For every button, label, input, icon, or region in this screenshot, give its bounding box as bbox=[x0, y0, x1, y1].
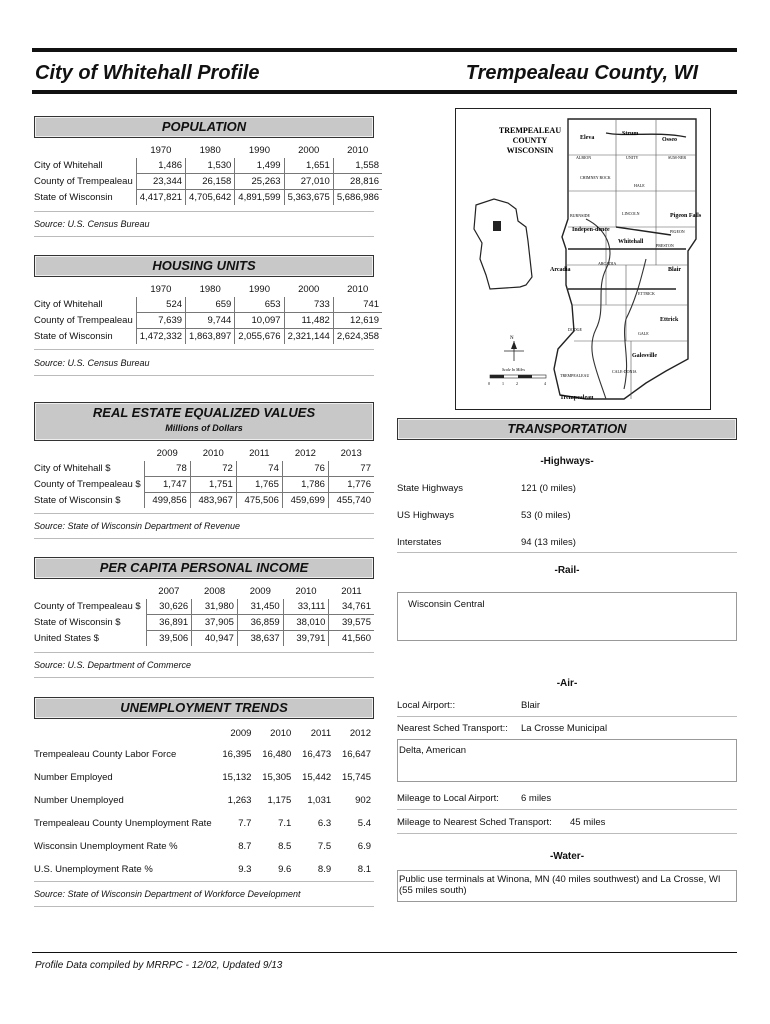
cell: 40,947 bbox=[192, 631, 238, 647]
table-row bbox=[34, 190, 382, 206]
cell: 1,765 bbox=[236, 477, 282, 493]
row-label: State of Wisconsin $ bbox=[34, 494, 121, 506]
cell: 38,010 bbox=[283, 615, 329, 631]
year-header: 1990 bbox=[248, 145, 270, 156]
cell: 2,624,358 bbox=[333, 329, 382, 345]
map-place-label: HALE bbox=[634, 183, 645, 188]
row-label: U.S. Unemployment Rate % bbox=[34, 864, 153, 875]
cell: 15,305 bbox=[262, 772, 292, 783]
table-row bbox=[34, 743, 374, 766]
cell: 16,395 bbox=[222, 749, 252, 760]
divider bbox=[34, 375, 374, 376]
nearest-sched-label: Nearest Sched Transport:: bbox=[397, 723, 508, 734]
year-header: 2010 bbox=[347, 284, 369, 295]
divider bbox=[34, 538, 374, 539]
map-place-label: DODGE bbox=[568, 327, 582, 332]
table-row bbox=[34, 599, 374, 615]
cell: 1,776 bbox=[328, 477, 374, 493]
map-place-label: Osseo bbox=[662, 137, 677, 143]
divider bbox=[34, 513, 374, 514]
cell: 6.3 bbox=[317, 818, 332, 829]
local-airport-value: Blair bbox=[521, 700, 541, 711]
cell: 34,761 bbox=[329, 599, 374, 615]
mileage-sched-value: 45 miles bbox=[570, 817, 606, 828]
divider bbox=[34, 881, 374, 882]
map-place-label: Strum bbox=[622, 131, 639, 137]
table-row bbox=[34, 493, 374, 509]
row-label: Wisconsin Unemployment Rate % bbox=[34, 841, 178, 852]
map-place-label: Eleva bbox=[580, 135, 595, 141]
table-row bbox=[34, 313, 382, 329]
income-table bbox=[34, 584, 374, 646]
map-place-label: ARCADIA bbox=[598, 261, 617, 266]
cell: 475,506 bbox=[236, 493, 282, 509]
cell: 8.1 bbox=[357, 864, 371, 875]
table-row bbox=[34, 858, 374, 881]
divider bbox=[34, 677, 374, 678]
cell: 499,856 bbox=[144, 493, 190, 509]
row-label: County of Trempealeau $ bbox=[34, 479, 141, 490]
compass-label: N bbox=[510, 336, 514, 341]
cell: 76 bbox=[282, 461, 328, 477]
population-years-row bbox=[34, 143, 382, 158]
mileage-local-value: 6 miles bbox=[521, 793, 552, 804]
page-title: City of Whitehall Profile bbox=[35, 62, 260, 84]
cell: 78 bbox=[144, 461, 190, 477]
year-header: 2009 bbox=[249, 586, 271, 597]
cell: 1,031 bbox=[307, 795, 332, 806]
map-place-label: UNITY bbox=[626, 155, 639, 160]
row-label: United States $ bbox=[34, 632, 99, 644]
table-row bbox=[34, 477, 374, 493]
cell: 5.4 bbox=[357, 818, 371, 829]
divider bbox=[397, 552, 737, 553]
divider bbox=[397, 833, 737, 834]
cell: 39,791 bbox=[283, 631, 329, 647]
unemployment-header: UNEMPLOYMENT TRENDS bbox=[34, 697, 374, 719]
cell: 9.3 bbox=[238, 864, 252, 875]
map-title-line: TREMPEALEAU bbox=[498, 126, 562, 135]
cell: 74 bbox=[236, 461, 282, 477]
cell: 16,473 bbox=[302, 749, 332, 760]
year-header: 1970 bbox=[150, 284, 172, 295]
year-header: 2013 bbox=[340, 448, 362, 459]
cell: 902 bbox=[355, 795, 371, 806]
cell: 33,111 bbox=[283, 599, 329, 615]
cell: 23,344 bbox=[136, 174, 185, 190]
map-place-label: Trempealeau bbox=[560, 395, 594, 401]
row-label: Number Employed bbox=[34, 772, 113, 783]
map-title-line: COUNTY bbox=[512, 136, 548, 145]
table-row bbox=[34, 789, 374, 812]
year-header: 2011 bbox=[341, 586, 362, 597]
year-header: 2009 bbox=[230, 727, 252, 739]
cell: 72 bbox=[190, 461, 236, 477]
population-header: POPULATION bbox=[34, 116, 374, 138]
real-estate-header bbox=[34, 402, 374, 441]
cell: 5,686,986 bbox=[333, 190, 382, 206]
scale-tick: 4 bbox=[544, 381, 546, 386]
cell: 1,263 bbox=[227, 795, 252, 806]
cell: 37,905 bbox=[192, 615, 238, 631]
table-row bbox=[34, 615, 374, 631]
scale-bar-segment bbox=[518, 375, 532, 378]
rail-text: Wisconsin Central bbox=[408, 599, 485, 610]
real-estate-source: Source: State of Wisconsin Department of Revenue bbox=[34, 521, 241, 531]
year-header: 2012 bbox=[294, 448, 316, 459]
county-outline bbox=[554, 119, 696, 399]
cell: 7.7 bbox=[238, 818, 252, 829]
local-airport-label: Local Airport:: bbox=[397, 700, 456, 711]
highways-label: -Highways- bbox=[540, 456, 594, 467]
cell: 16,647 bbox=[341, 749, 371, 760]
real-estate-table bbox=[34, 446, 374, 508]
housing-table bbox=[34, 282, 382, 344]
map-place-label: LINCOLN bbox=[622, 211, 640, 216]
county-map bbox=[455, 108, 711, 410]
mileage-local-label: Mileage to Local Airport: bbox=[397, 793, 499, 804]
year-header: 2009 bbox=[156, 448, 178, 459]
map-place-label: ETTRICK bbox=[638, 291, 655, 296]
scale-tick: 0 bbox=[488, 381, 490, 386]
real-estate-subtitle: Millions of Dollars bbox=[165, 423, 243, 433]
cell: 38,637 bbox=[237, 631, 283, 647]
map-place-label: GALE bbox=[638, 331, 649, 336]
divider bbox=[34, 906, 374, 907]
cell: 1,558 bbox=[333, 158, 382, 174]
rail-box bbox=[397, 592, 737, 641]
table-row bbox=[34, 297, 382, 313]
unemployment-years-row bbox=[34, 723, 374, 743]
divider bbox=[34, 349, 374, 350]
cell: 4,705,642 bbox=[186, 190, 235, 206]
year-header: 1980 bbox=[199, 284, 221, 295]
map-title-line: WISCONSIN bbox=[506, 146, 554, 155]
unemployment-source: Source: State of Wisconsin Department of Workforce Development bbox=[34, 889, 301, 899]
county-title: Trempealeau County, WI bbox=[465, 62, 698, 84]
map-place-label: Ettrick bbox=[660, 317, 679, 323]
cell: 77 bbox=[328, 461, 374, 477]
cell: 459,699 bbox=[282, 493, 328, 509]
cell: 30,626 bbox=[146, 599, 192, 615]
cell: 1,530 bbox=[186, 158, 235, 174]
cell: 9,744 bbox=[186, 313, 235, 329]
row-label: Trempealeau County Labor Force bbox=[34, 749, 177, 760]
year-header: 2011 bbox=[249, 448, 270, 459]
row-label: City of Whitehall $ bbox=[34, 463, 111, 475]
row-label: County of Trempealeau $ bbox=[34, 601, 141, 613]
row-label: Number Unemployed bbox=[34, 795, 124, 806]
divider bbox=[397, 809, 737, 810]
mileage-sched-label: Mileage to Nearest Sched Transport: bbox=[397, 817, 552, 828]
footer-rule bbox=[32, 952, 737, 953]
cell: 1,786 bbox=[282, 477, 328, 493]
cell: 524 bbox=[136, 297, 185, 313]
footer-text: Profile Data compiled by MRRPC - 12/02, Updated 9/13 bbox=[35, 960, 283, 971]
table-row bbox=[34, 766, 374, 789]
cell: 2,321,144 bbox=[284, 329, 333, 345]
cell: 8.9 bbox=[317, 864, 332, 875]
map-place-label: CALE-DONIA bbox=[612, 369, 637, 374]
highway-value: 121 (0 miles) bbox=[521, 483, 576, 494]
highway-type: US Highways bbox=[397, 510, 455, 521]
cell: 4,891,599 bbox=[235, 190, 284, 206]
cell: 1,499 bbox=[235, 158, 284, 174]
cell: 36,891 bbox=[146, 615, 192, 631]
row-label: State of Wisconsin bbox=[34, 330, 113, 342]
highway-value: 53 (0 miles) bbox=[521, 510, 571, 521]
table-row bbox=[34, 461, 374, 477]
real-estate-title: REAL ESTATE EQUALIZED VALUES bbox=[92, 405, 316, 420]
rail-label: -Rail- bbox=[554, 565, 580, 576]
map-place-label: Whitehall bbox=[618, 239, 644, 245]
map-place-label: PIGEON bbox=[670, 229, 685, 234]
cell: 27,010 bbox=[284, 174, 333, 190]
row-label: County of Trempealeau bbox=[34, 315, 133, 326]
wisconsin-outline bbox=[474, 199, 532, 289]
year-header: 1970 bbox=[150, 145, 172, 156]
township-lines bbox=[566, 119, 696, 399]
cell: 1,751 bbox=[190, 477, 236, 493]
map-place-label: PRESTON bbox=[656, 243, 674, 248]
year-header: 2010 bbox=[270, 727, 292, 739]
year-header: 2000 bbox=[298, 145, 320, 156]
map-place-label: Arcadia bbox=[550, 267, 571, 273]
table-row bbox=[34, 329, 382, 345]
housing-header: HOUSING UNITS bbox=[34, 255, 374, 277]
cell: 483,967 bbox=[190, 493, 236, 509]
highway-value: 94 (13 miles) bbox=[521, 537, 576, 548]
divider bbox=[34, 211, 374, 212]
divider bbox=[397, 716, 737, 717]
year-header: 2010 bbox=[347, 145, 369, 156]
unemployment-table bbox=[34, 723, 374, 881]
map-place-label: Blair bbox=[668, 267, 681, 273]
cell: 36,859 bbox=[237, 615, 283, 631]
cell: 659 bbox=[186, 297, 235, 313]
cell: 8.5 bbox=[278, 841, 292, 852]
transportation-header: TRANSPORTATION bbox=[397, 418, 737, 440]
map-place-label: ALBION bbox=[576, 155, 592, 160]
cell: 10,097 bbox=[235, 313, 284, 329]
cell: 15,442 bbox=[302, 772, 332, 783]
row-label: County of Trempealeau bbox=[34, 176, 133, 187]
cell: 1,175 bbox=[267, 795, 292, 806]
scale-tick: 1 bbox=[502, 381, 504, 386]
row-label: Trempealeau County Unemployment Rate bbox=[34, 818, 212, 829]
map-place-label: Indepen-dence bbox=[572, 227, 610, 233]
cell: 25,263 bbox=[235, 174, 284, 190]
cell: 6.9 bbox=[357, 841, 371, 852]
cell: 8.7 bbox=[238, 841, 252, 852]
cell: 7.5 bbox=[317, 841, 332, 852]
divider bbox=[34, 652, 374, 653]
income-years-row bbox=[34, 584, 374, 599]
housing-years-row bbox=[34, 282, 382, 297]
housing-source: Source: U.S. Census Bureau bbox=[34, 358, 150, 368]
cell: 2,055,676 bbox=[235, 329, 284, 345]
year-header: 1990 bbox=[248, 284, 270, 295]
table-row bbox=[34, 631, 374, 647]
row-label: State of Wisconsin bbox=[34, 191, 113, 203]
year-header: 2007 bbox=[158, 586, 180, 597]
cell: 5,363,675 bbox=[284, 190, 333, 206]
nearest-sched-value: La Crosse Municipal bbox=[521, 723, 608, 734]
map-place-label: CHIMNEY ROCK bbox=[580, 175, 611, 180]
year-header: 2000 bbox=[298, 284, 320, 295]
top-rule bbox=[32, 48, 737, 52]
cell: 7,639 bbox=[136, 313, 185, 329]
cell: 1,472,332 bbox=[136, 329, 185, 345]
cell: 653 bbox=[235, 297, 284, 313]
cell: 28,816 bbox=[333, 174, 382, 190]
cell: 31,980 bbox=[192, 599, 238, 615]
header-rule bbox=[32, 90, 737, 94]
table-row bbox=[34, 158, 382, 174]
cell: 1,486 bbox=[136, 158, 185, 174]
year-header: 2012 bbox=[349, 727, 371, 739]
year-header: 2010 bbox=[202, 448, 224, 459]
year-header: 2008 bbox=[204, 586, 226, 597]
population-source: Source: U.S. Census Bureau bbox=[34, 219, 150, 229]
cell: 733 bbox=[284, 297, 333, 313]
map-place-label: Pigeon Falls bbox=[670, 213, 702, 219]
income-source: Source: U.S. Department of Commerce bbox=[34, 660, 192, 670]
airlines-box bbox=[397, 739, 737, 782]
cell: 1,863,897 bbox=[186, 329, 235, 345]
map-place-label: TREMPEALEAU bbox=[560, 373, 590, 378]
county-map-graphic bbox=[456, 109, 710, 409]
cell: 26,158 bbox=[186, 174, 235, 190]
cell: 1,747 bbox=[144, 477, 190, 493]
cell: 4,417,821 bbox=[136, 190, 185, 206]
cell: 16,480 bbox=[262, 749, 292, 760]
county-marker bbox=[493, 221, 501, 231]
row-label: City of Whitehall bbox=[34, 160, 103, 172]
cell: 41,560 bbox=[329, 631, 374, 647]
cell: 11,482 bbox=[284, 313, 333, 329]
cell: 15,745 bbox=[341, 772, 371, 783]
scale-bar-segment bbox=[490, 375, 504, 378]
cell: 39,575 bbox=[329, 615, 374, 631]
airlines-text: Delta, American bbox=[399, 745, 467, 756]
map-place-label: Galesville bbox=[632, 353, 657, 359]
divider bbox=[34, 236, 374, 237]
row-label: City of Whitehall bbox=[34, 299, 103, 311]
compass-icon bbox=[504, 336, 524, 361]
map-place-label: BURNSIDE bbox=[570, 213, 591, 218]
cell: 39,506 bbox=[146, 631, 192, 647]
water-label: -Water- bbox=[549, 851, 585, 862]
cell: 31,450 bbox=[237, 599, 283, 615]
cell: 1,651 bbox=[284, 158, 333, 174]
highway-type: State Highways bbox=[397, 483, 464, 494]
scale-label: Scale In Miles bbox=[502, 367, 525, 372]
real-estate-years-row bbox=[34, 446, 374, 461]
year-header: 2011 bbox=[310, 727, 332, 739]
cell: 7.1 bbox=[278, 818, 292, 829]
air-label: -Air- bbox=[556, 678, 578, 689]
year-header: 1980 bbox=[199, 145, 221, 156]
cell: 15,132 bbox=[222, 772, 252, 783]
income-header: PER CAPITA PERSONAL INCOME bbox=[34, 557, 374, 579]
water-box bbox=[397, 870, 737, 902]
table-row bbox=[34, 174, 382, 190]
scale-tick: 2 bbox=[516, 381, 518, 386]
table-row bbox=[34, 812, 374, 835]
table-row bbox=[34, 835, 374, 858]
cell: 9.6 bbox=[278, 864, 292, 875]
population-table bbox=[34, 143, 382, 205]
highway-type: Interstates bbox=[397, 537, 442, 548]
cell: 741 bbox=[333, 297, 382, 313]
cell: 12,619 bbox=[333, 313, 382, 329]
year-header: 2010 bbox=[295, 586, 317, 597]
map-place-label: SUM-NER bbox=[668, 155, 687, 160]
cell: 455,740 bbox=[328, 493, 374, 509]
row-label: State of Wisconsin $ bbox=[34, 617, 121, 628]
water-text: Public use terminals at Winona, MN (40 miles southwest) and La Crosse, WI (55 miles south) bbox=[399, 874, 721, 896]
